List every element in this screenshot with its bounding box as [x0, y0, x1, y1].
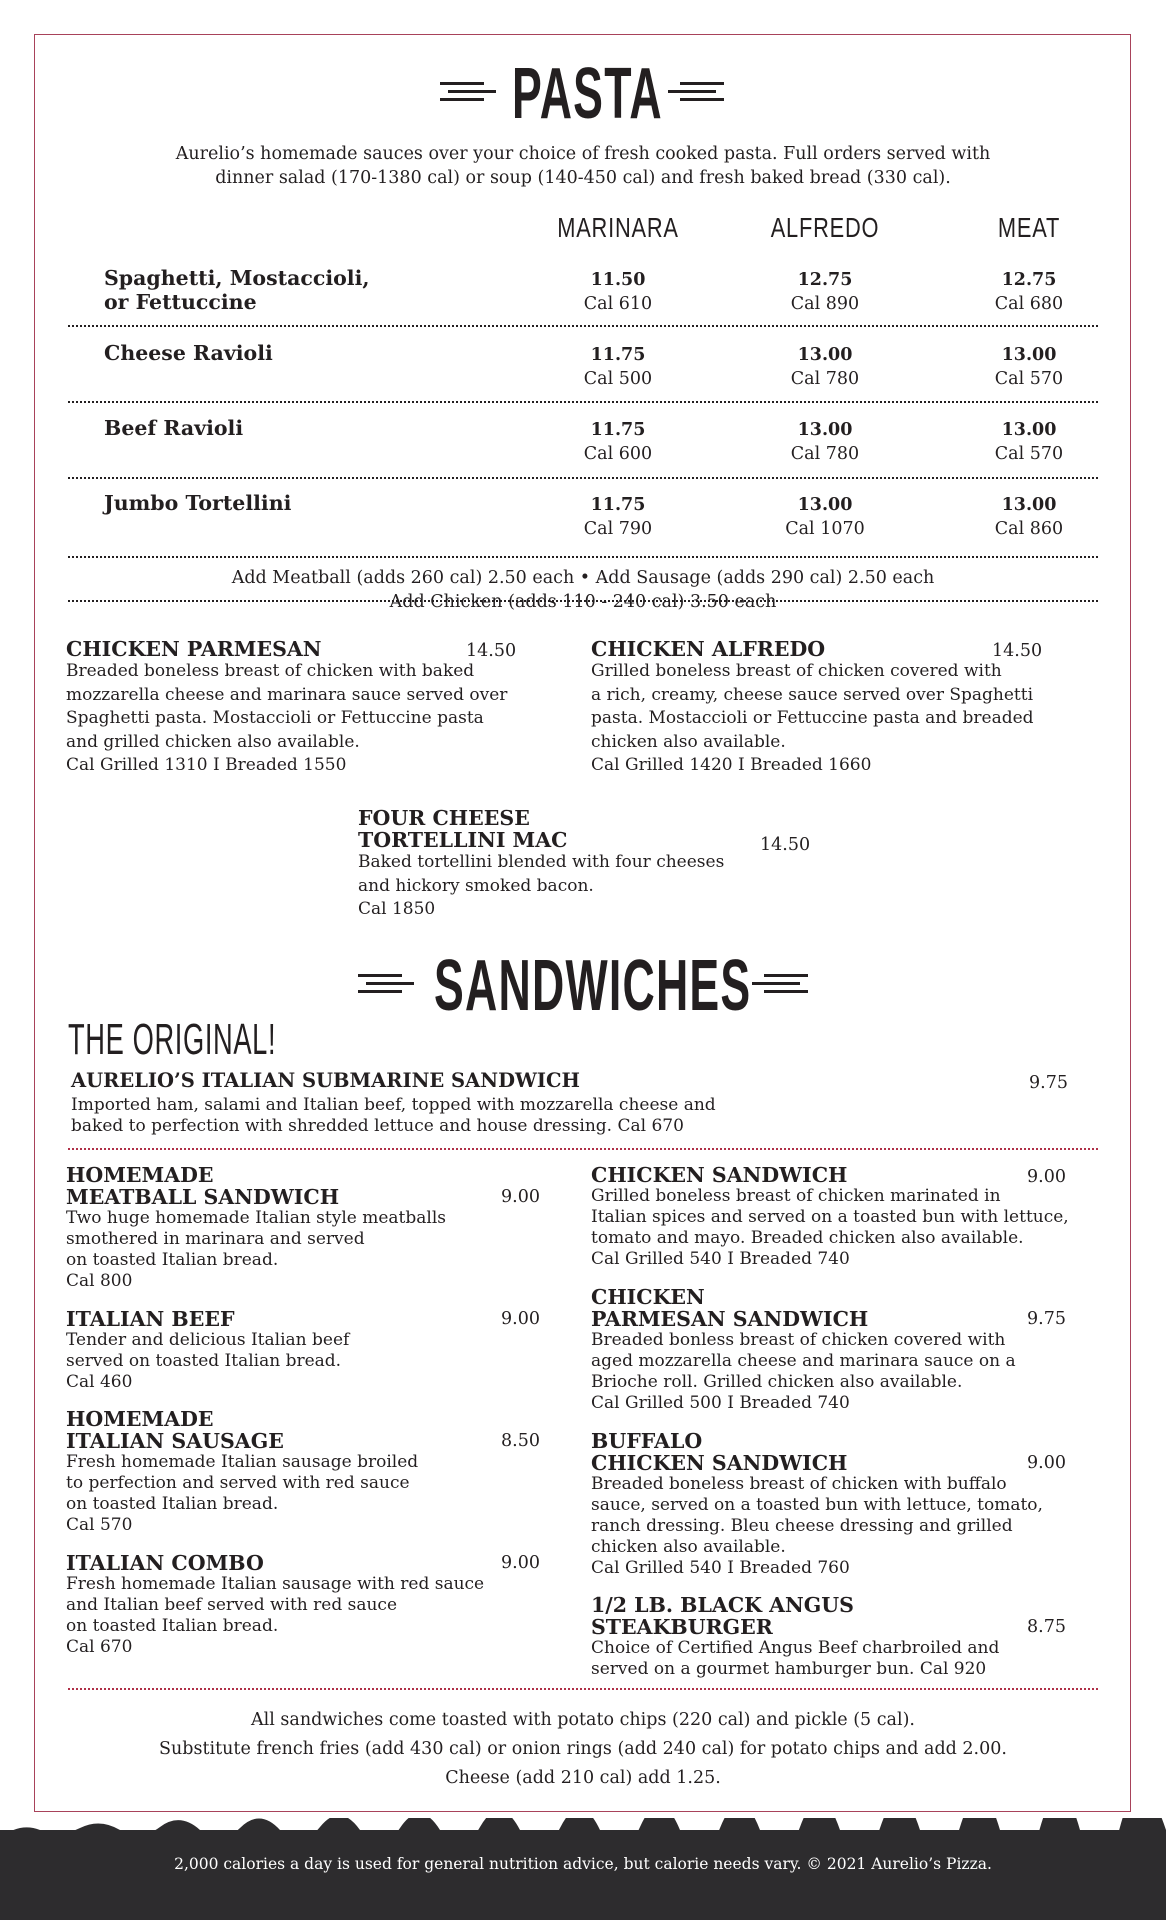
price: 13.00: [797, 495, 853, 515]
desc-line: Two huge homemade Italian style meatballs: [66, 1208, 447, 1228]
item-price: 14.50: [760, 835, 811, 855]
note-line: Substitute french fries (add 430 cal) or onion rings (add 240 cal) for potato chips and add 2.00.: [159, 1739, 1007, 1759]
item-title: [591, 1594, 1101, 1638]
calories: Cal 600: [583, 444, 653, 464]
sandwich-notes: [68, 1706, 1098, 1793]
price: 11.75: [590, 420, 646, 440]
item-title-line: HOMEMADE: [66, 1407, 214, 1431]
desc-line: aged mozzarella cheese and marinara sauce on a: [591, 1351, 1016, 1371]
item-price: 8.50: [501, 1431, 540, 1451]
calories: Cal 780: [790, 369, 860, 389]
price-cell: [558, 418, 678, 466]
desc-line: Cal 670: [66, 1637, 133, 1657]
desc-line: Choice of Certified Angus Beef charbroiled and: [591, 1638, 1000, 1658]
buffalo-chicken-sandwich-item: [591, 1430, 1101, 1579]
desc-line: to perfection and served with red sauce: [66, 1473, 410, 1493]
pasta-title: PASTA: [512, 54, 663, 134]
meatball-sandwich-item: [66, 1164, 546, 1292]
price: 13.00: [1001, 495, 1057, 515]
price: 12.75: [1001, 270, 1057, 290]
left-ornament: [358, 974, 414, 994]
pasta-name-line: Cheese Ravioli: [104, 341, 273, 365]
desc-line: Fresh homemade Italian sausage with red sauce: [66, 1574, 485, 1594]
price-cell: [969, 418, 1089, 466]
row-divider: [68, 600, 1098, 602]
pasta-name-line: or Fettuccine: [104, 290, 257, 314]
note-line: Cheese (add 210 cal) add 1.25.: [445, 1768, 721, 1788]
column-header-alfredo: ALFREDO: [770, 212, 880, 243]
item-title-line: PARMESAN SANDWICH: [591, 1307, 869, 1331]
item-price: 9.00: [1027, 1167, 1066, 1187]
item-title-line: ITALIAN SAUSAGE: [66, 1429, 284, 1453]
item-title: [66, 1408, 546, 1452]
right-ornament: [668, 82, 724, 102]
item-price: 9.00: [501, 1187, 540, 1207]
desc-line: smothered in marinara and served: [66, 1229, 365, 1249]
pasta-name: [104, 416, 243, 440]
item-description: [591, 660, 1091, 778]
price: 13.00: [1001, 345, 1057, 365]
price: 13.00: [797, 420, 853, 440]
sandwiches-title: SANDWICHES: [434, 946, 752, 1026]
chicken-parmesan-item: [66, 638, 526, 778]
desc-line: and Italian beef served with red sauce: [66, 1595, 398, 1615]
right-ornament: [752, 974, 808, 994]
pasta-name: [104, 266, 370, 314]
desc-line: Breaded boneless breast of chicken with buffalo: [591, 1474, 1007, 1494]
item-title-line: HOMEMADE: [66, 1163, 214, 1187]
item-title: [358, 807, 778, 851]
desc-line: Cal 460: [66, 1372, 133, 1392]
item-title: CHICKEN PARMESAN: [66, 637, 322, 661]
left-ornament: [440, 82, 496, 102]
italian-beef-item: [66, 1308, 546, 1393]
item-price: 9.00: [501, 1553, 540, 1573]
item-title: AURELIO’S ITALIAN SUBMARINE SANDWICH: [71, 1069, 580, 1092]
desc-line: baked to perfection with shredded lettuce and house dressing. Cal 670: [71, 1116, 684, 1136]
item-description: [591, 1638, 1101, 1680]
item-title: [591, 1286, 1101, 1330]
column-header-marinara: MARINARA: [557, 212, 679, 243]
pasta-name-line: Beef Ravioli: [104, 416, 244, 440]
desc-line: Breaded boneless breast of chicken with baked: [66, 661, 475, 681]
desc-line: Cal Grilled 1310 I Breaded 1550: [66, 755, 347, 775]
tortellini-mac-item: [358, 807, 778, 922]
desc-line: Grilled boneless breast of chicken covered with: [591, 661, 1002, 681]
addons-line: Add Chicken (adds 110 - 240 cal) 3.50 each: [389, 592, 777, 612]
pasta-intro: [120, 142, 1046, 190]
item-title-line: BUFFALO: [591, 1429, 703, 1453]
note-line: All sandwiches come toasted with potato chips (220 cal) and pickle (5 cal).: [251, 1710, 915, 1730]
desc-line: Imported ham, salami and Italian beef, topped with mozzarella cheese and: [71, 1095, 716, 1115]
desc-line: Brioche roll. Grilled chicken also available.: [591, 1372, 963, 1392]
item-description: [66, 1208, 546, 1292]
item-price: 9.75: [1027, 1309, 1066, 1329]
desc-line: a rich, creamy, cheese sauce served over Spaghetti: [591, 684, 1034, 705]
pasta-intro-line: dinner salad (170-1380 cal) or soup (140-450 cal) and fresh baked bread (330 cal).: [215, 168, 951, 188]
price-cell: [558, 343, 678, 391]
item-title-line: CHICKEN: [591, 1285, 705, 1309]
desc-line: and grilled chicken also available.: [66, 731, 360, 752]
row-divider: [68, 325, 1098, 327]
footer-bar: [0, 1830, 1166, 1920]
item-title-line: 1/2 LB. BLACK ANGUS: [591, 1593, 854, 1617]
price-cell: [969, 493, 1089, 541]
item-description: [66, 660, 526, 778]
pasta-name-line: Jumbo Tortellini: [104, 491, 292, 515]
desc-line: chicken also available.: [591, 731, 786, 752]
the-original-label: THE ORIGINAL!: [68, 1015, 277, 1064]
item-title: CHICKEN SANDWICH: [591, 1163, 848, 1187]
price-cell: [558, 493, 678, 541]
item-title-line: FOUR CHEESE: [358, 806, 530, 830]
item-title: [66, 1164, 546, 1208]
price: 13.00: [1001, 420, 1057, 440]
desc-line: Breaded bonless breast of chicken covered with: [591, 1330, 1006, 1350]
desc-line: on toasted Italian bread.: [66, 1250, 279, 1270]
desc-line: tomato and mayo. Breaded chicken also available.: [591, 1228, 1024, 1248]
desc-line: pasta. Mostaccioli or Fettuccine pasta and breaded: [591, 708, 1034, 728]
desc-line: Cal Grilled 1420 I Breaded 1660: [591, 755, 872, 775]
item-title-line: STEAKBURGER: [591, 1615, 773, 1639]
desc-line: Tender and delicious Italian beef: [66, 1330, 350, 1350]
item-title-line: CHICKEN SANDWICH: [591, 1451, 848, 1475]
calories: Cal 790: [583, 519, 653, 539]
price: 11.50: [590, 270, 646, 290]
price: 11.75: [590, 345, 646, 365]
pasta-intro-line: Aurelio’s homemade sauces over your choice of fresh cooked pasta. Full orders served with: [175, 144, 991, 164]
desc-line: Baked tortellini blended with four cheeses: [358, 852, 725, 872]
chicken-sandwich-item: [591, 1164, 1101, 1270]
row-divider: [68, 556, 1098, 558]
italian-combo-item: [66, 1552, 556, 1658]
calories: Cal 500: [583, 369, 653, 389]
desc-line: Cal Grilled 540 I Breaded 760: [591, 1558, 850, 1578]
desc-line: on toasted Italian bread.: [66, 1494, 279, 1514]
price-cell: [765, 418, 885, 466]
item-description: [358, 851, 778, 922]
desc-line: Fresh homemade Italian sausage broiled: [66, 1452, 419, 1472]
desc-line: Italian spices and served on a toasted bun with lettuce,: [591, 1207, 1069, 1227]
row-divider: [68, 401, 1098, 403]
item-price: 9.00: [1027, 1453, 1066, 1473]
calories: Cal 570: [994, 369, 1064, 389]
calories: Cal 570: [994, 444, 1064, 464]
price: 12.75: [797, 270, 853, 290]
desc-line: sauce, served on a toasted bun with lettuce, tomato,: [591, 1495, 1043, 1515]
item-price: 9.00: [501, 1309, 540, 1329]
price: 13.00: [797, 345, 853, 365]
item-title: [591, 1430, 1101, 1474]
footer-disclaimer: 2,000 calories a day is used for general nutrition advice, but calorie needs vary. © 2021 Aurelio’s Pizza.: [174, 1855, 992, 1873]
desc-line: ranch dressing. Bleu cheese dressing and grilled: [591, 1516, 1013, 1536]
item-description: [66, 1574, 556, 1658]
item-description: [591, 1186, 1101, 1270]
item-title: CHICKEN ALFREDO: [591, 637, 826, 661]
section-divider: [68, 1688, 1098, 1690]
price-cell: [765, 268, 885, 316]
pasta-addons: [68, 566, 1098, 614]
item-price: 9.75: [1029, 1073, 1068, 1093]
item-description: [591, 1330, 1101, 1414]
item-description: [66, 1330, 546, 1393]
desc-line: Grilled boneless breast of chicken marinated in: [591, 1186, 1001, 1206]
price-cell: [969, 343, 1089, 391]
item-price: 8.75: [1027, 1617, 1066, 1637]
calories: Cal 890: [790, 294, 860, 314]
item-description: [71, 1095, 771, 1137]
item-title: ITALIAN COMBO: [66, 1551, 264, 1575]
calories: Cal 1070: [785, 519, 865, 539]
italian-sausage-item: [66, 1408, 546, 1536]
desc-line: served on a gourmet hamburger bun. Cal 920: [591, 1659, 987, 1679]
calories: Cal 680: [994, 294, 1064, 314]
steakburger-item: [591, 1594, 1101, 1680]
desc-line: Cal Grilled 540 I Breaded 740: [591, 1249, 850, 1269]
price-cell: [558, 268, 678, 316]
calories: Cal 610: [583, 294, 653, 314]
price-cell: [765, 343, 885, 391]
item-price: 14.50: [466, 641, 517, 661]
item-price: 14.50: [992, 641, 1043, 661]
price: 11.75: [590, 495, 646, 515]
desc-line: on toasted Italian bread.: [66, 1616, 279, 1636]
desc-line: Cal 1850: [358, 899, 436, 919]
calories: Cal 780: [790, 444, 860, 464]
price-cell: [969, 268, 1089, 316]
desc-line: Cal Grilled 500 I Breaded 740: [591, 1393, 850, 1413]
pasta-name: [104, 341, 273, 365]
original-item: [71, 1070, 771, 1137]
column-header-meat: MEAT: [997, 212, 1061, 243]
item-title-line: TORTELLINI MAC: [358, 828, 568, 852]
item-title: ITALIAN BEEF: [66, 1307, 235, 1331]
pasta-name-line: Spaghetti, Mostaccioli,: [104, 266, 370, 290]
calories: Cal 860: [994, 519, 1064, 539]
section-divider: [68, 1148, 1098, 1150]
item-description: [66, 1452, 546, 1536]
desc-line: and hickory smoked bacon.: [358, 875, 594, 896]
pasta-name: [104, 491, 291, 515]
price-cell: [765, 493, 885, 541]
desc-line: chicken also available.: [591, 1537, 786, 1557]
desc-line: Spaghetti pasta. Mostaccioli or Fettuccine pasta: [66, 708, 484, 728]
chicken-parmesan-sandwich-item: [591, 1286, 1101, 1414]
item-description: [591, 1474, 1101, 1579]
desc-line: mozzarella cheese and marinara sauce served over: [66, 684, 508, 705]
desc-line: served on toasted Italian bread.: [66, 1351, 342, 1371]
desc-line: Cal 800: [66, 1271, 133, 1291]
desc-line: Cal 570: [66, 1515, 133, 1535]
addons-line: Add Meatball (adds 260 cal) 2.50 each • Add Sausage (adds 290 cal) 2.50 each: [231, 568, 935, 588]
item-title-line: MEATBALL SANDWICH: [66, 1185, 340, 1209]
row-divider: [68, 477, 1098, 479]
